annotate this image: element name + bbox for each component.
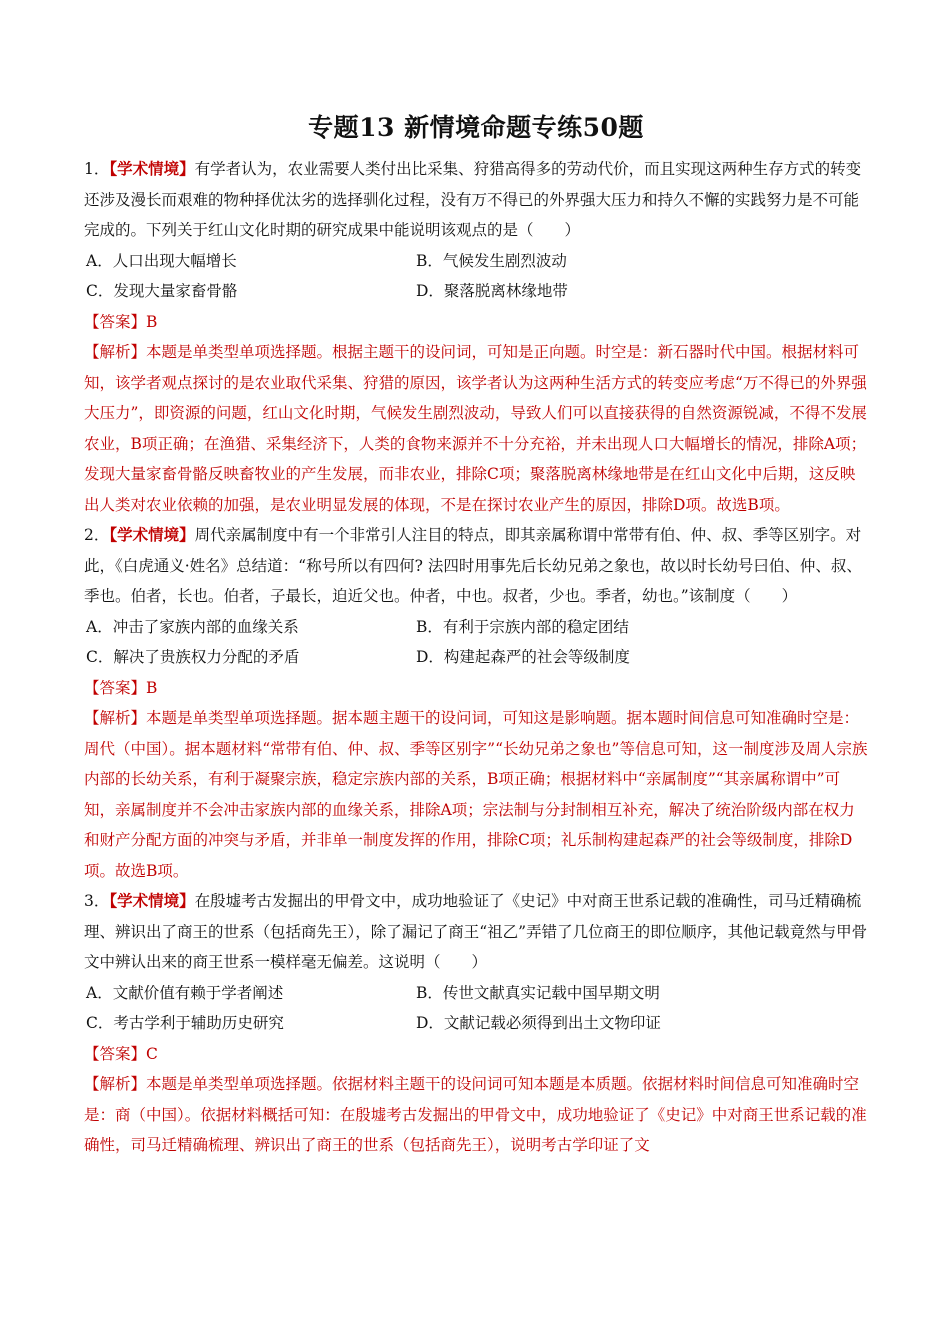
answer: 【答案】C: [84, 1044, 158, 1063]
option-a: A．文献价值有赖于学者阐述: [86, 983, 284, 1002]
option-c: C．发现大量家畜骨骼: [86, 282, 238, 300]
question-number: 2．: [84, 526, 110, 544]
question-number: 1．: [84, 160, 110, 178]
question-stem: [84, 154, 868, 246]
question-stem: [84, 886, 868, 978]
context-tag: 【学术情境】: [109, 159, 195, 178]
analysis: 【解析】本题是单类型单项选择题。据本题主题干的设问词，可知这是影响题。据本题时间信息可知准确时空是：周代（中国）。据本题材料“常带有伯、仲、叔、季等区别字”“长幼兄弟之象也”等信息可知，这一制度涉及周人宗族内部的长幼关系，有利于凝聚宗族，稳定宗族内部的关系，B项正确；根据材料中“亲属制度”“其亲属称谓中”可知，亲属制度并不会冲击家族内部的血缘关系，排除A项；宗法制与分封制相互补充，解决了统治阶级内部在权力和财产分配方面的冲突与矛盾，并非单一制度发挥的作用，排除C项；礼乐制构建起森严的社会等级制度，排除D项。故选B项。: [84, 709, 868, 880]
options-grid: [84, 246, 868, 307]
option-d: D．聚落脱离林缘地带: [416, 282, 568, 300]
option-b: B．有利于宗族内部的稳定团结: [416, 617, 629, 636]
question-number: 3．: [84, 892, 110, 910]
option-d: D．文献记载必须得到出土文物印证: [416, 1014, 661, 1032]
answer: 【答案】B: [84, 678, 158, 697]
options-grid: [84, 978, 868, 1039]
options-grid: [84, 612, 868, 673]
question-stem: [84, 520, 868, 612]
option-a: A．人口出现大幅增长: [86, 251, 237, 270]
option-b: B．传世文献真实记载中国早期文明: [416, 983, 660, 1002]
option-c: C．考古学利于辅助历史研究: [86, 1014, 284, 1032]
stem-text: 在殷墟考古发掘出的甲骨文中，成功地验证了《史记》中对商王世系记载的准确性，司马迁精确梳理、辨识出了商王的世系（包括商先王），除了漏记了商王“祖乙”弄错了几位商王的即位顺序，其他记载竟然与甲骨文中辨认出来的商王世系一模样毫无偏差。这说明（ ）: [84, 892, 868, 971]
option-c: C．解决了贵族权力分配的矛盾: [86, 648, 300, 666]
option-b: B．气候发生剧烈波动: [416, 251, 567, 270]
analysis: 【解析】本题是单类型单项选择题。依据材料主题干的设问词可知本题是本质题。依据材料时间信息可知准确时空是：商（中国）。依据材料概括可知：在殷墟考古发掘出的甲骨文中，成功地验证了《史记》中对商王世系记载的准确性，司马迁精确梳理、辨识出了商王的世系（包括商先王），说明考古学印证了文: [84, 1075, 867, 1154]
option-d: D．构建起森严的社会等级制度: [416, 648, 630, 666]
question-3: [84, 886, 868, 1161]
analysis: 【解析】本题是单类型单项选择题。根据主题干的设问词，可知是正向题。时空是：新石器时代中国。根据材料可知，该学者观点探讨的是农业取代采集、狩猎的原因，该学者认为这两种生活方式的转变应考虑“万不得已的外界强大压力”，即资源的问题，红山文化时期，气候发生剧烈波动，导致人们可以直接获得的自然资源锐减，不得不发展农业，B项正确；在渔猎、采集经济下，人类的食物来源并不十分充裕，并未出现人口大幅增长的情况，排除A项；发现大量家畜骨骼反映畜牧业的产生发展，而非农业，排除C项；聚落脱离林缘地带是在红山文化中后期，这反映出人类对农业依赖的加强，是农业明显发展的体现，不是在探讨农业产生的原因，排除D项。故选B项。: [84, 343, 867, 514]
option-a: A．冲击了家族内部的血缘关系: [86, 617, 299, 636]
context-tag: 【学术情境】: [109, 525, 195, 544]
stem-text: 有学者认为，农业需要人类付出比采集、狩猎高得多的劳动代价，而且实现这两种生存方式的转变还涉及漫长而艰难的物种择优汰劣的选择驯化过程，没有万不得已的外界强大压力和持久不懈的实践努力是不可能完成的。下列关于红山文化时期的研究成果中能说明该观点的是（ ）: [84, 160, 862, 239]
answer: 【答案】B: [84, 312, 158, 331]
document-page: [84, 108, 868, 1161]
stem-text: 周代亲属制度中有一个非常引人注目的特点，即其亲属称谓中常带有伯、仲、叔、季等区别字。对此，《白虎通义·姓名》总结道：“称号所以有四何? 法四时用事先后长幼兄弟之象也，故以时长幼号曰伯、仲、叔、季也。伯者，长也。伯者，子最长，迫近父也。仲者，中也。叔者，少也。季者，幼也。”该制度（ ）: [84, 526, 862, 605]
page-title: 专题13 新情境命题专练50题: [308, 113, 644, 142]
question-1: [84, 154, 868, 520]
context-tag: 【学术情境】: [109, 891, 195, 910]
question-2: [84, 520, 868, 886]
